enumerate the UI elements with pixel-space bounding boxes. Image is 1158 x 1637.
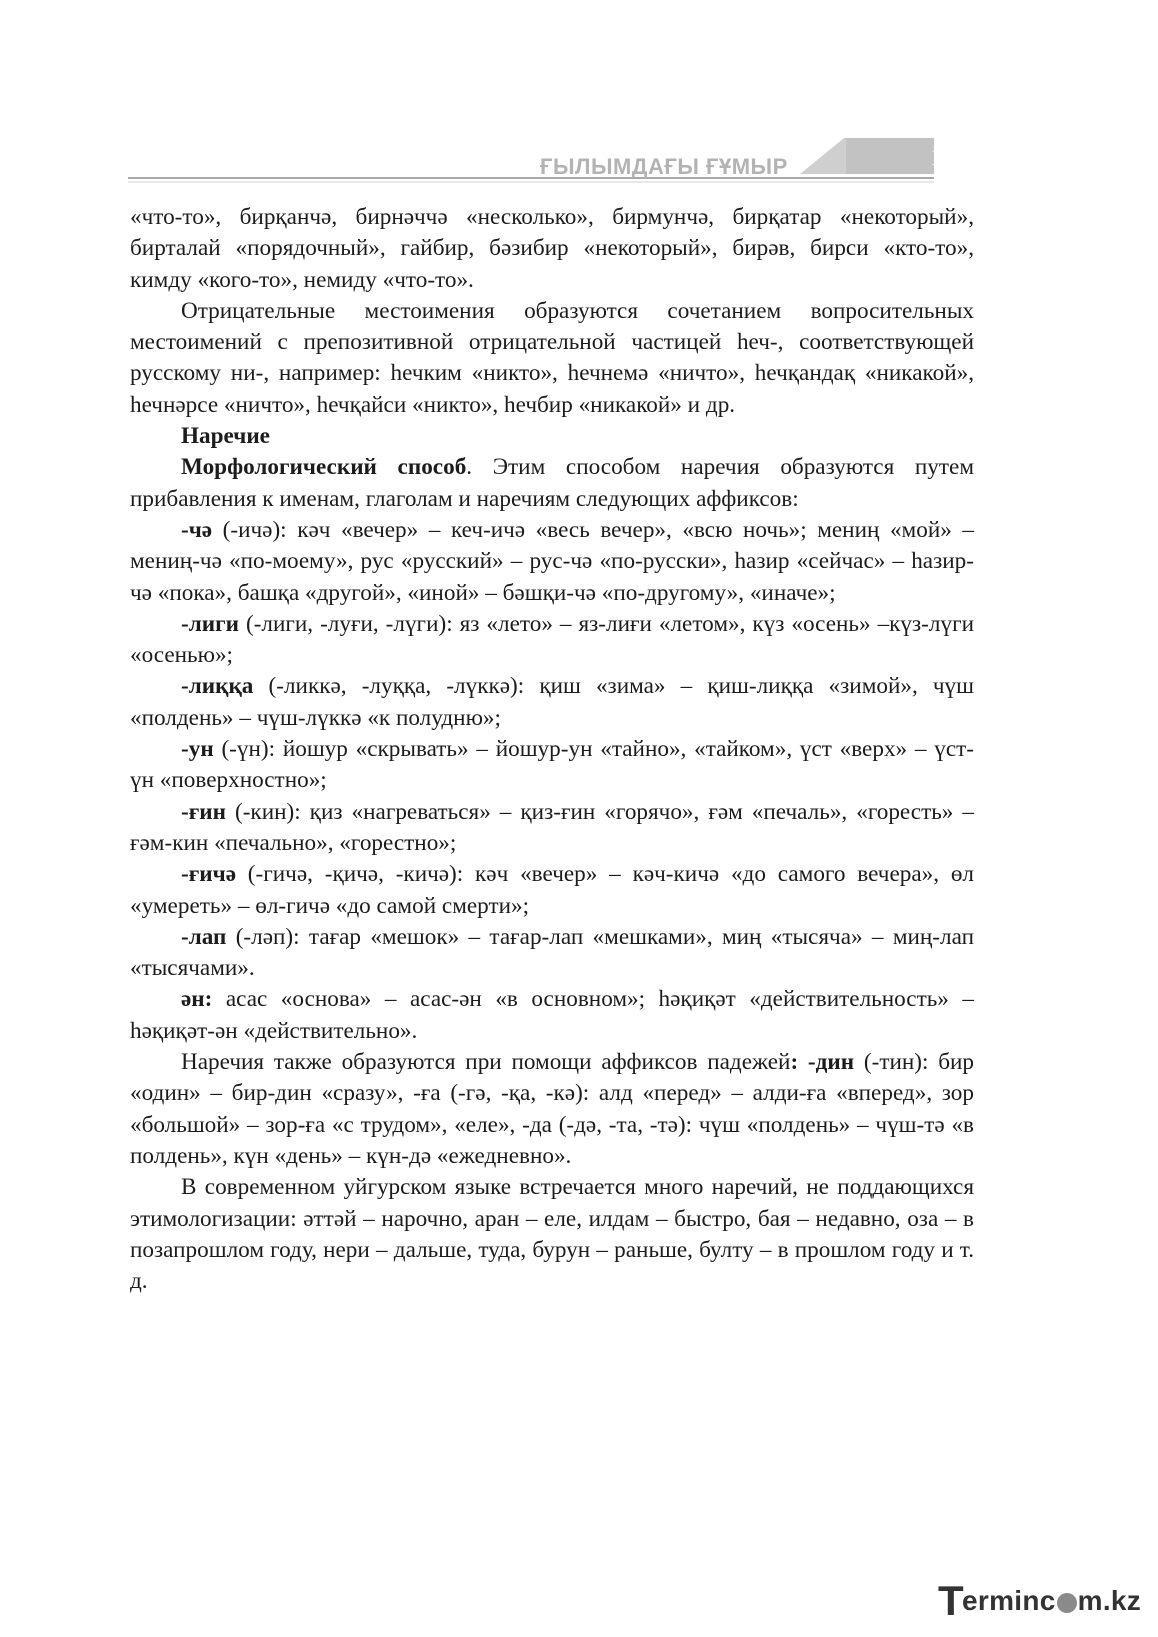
affix-item: -ун (-үн): йошур «скрывать» – йошур-ун «тайно», «тайком», үст «верх» – үст-үн «поверхностно»;: [130, 736, 974, 794]
watermark-text: erminc m.kz: [962, 1585, 1142, 1616]
watermark-o-dot-icon: [1057, 1593, 1077, 1613]
affix-item: -ғичә (-гичә, -қичә, -кичә): кәч «вечер» – кәч-кичә «до самого вечера», өл «умереть» – өл-гичә «до самой смерти»;: [130, 861, 974, 919]
affix-item: -лап (-ләп): тағар «мешок» – тағар-лап «мешками», миң «тысяча» – миң-лап «тысячами».: [130, 923, 974, 982]
paragraph-3: Морфологический способ. Этим способом наречия образуются путем прибавления к именам, глаголам и наречиям следующих аффиксов:: [130, 454, 974, 512]
paragraph-2: Отрицательные местоимения образуются сочетанием вопросительных местоимений с препозитивной отрицательной частицей һеч-, соответствующей русскому ни-, например: һечким «никто», һечнемә «ничто», һечқандақ «никакой», һечнәрсе «ничто», һечқайси «никто», һечбир «никакой» и др.: [130, 297, 974, 418]
watermark-logo-letter: T: [938, 1577, 964, 1624]
termincom-watermark: [938, 1578, 1148, 1624]
body-text: [130, 202, 974, 1297]
affix-item: -чә (-ичә): кәч «вечер» – кеч-ичә «весь вечер», «всю ночь»; мениң «мой» – мениң-чә «по-моему», рус «русский» – рус-чә «по-русски», һазир «сейчас» – һазир-чә «пока», башқа «другой», «иной» – бәшқи-чә «по-другому», «иначе»;: [130, 516, 974, 606]
section-heading: Наречие: [181, 423, 270, 450]
page-number: 139: [930, 144, 968, 171]
paragraph-case-affixes: Наречия также образуются при помощи аффиксов падежей: -дин (-тин): бир «один» – бир-дин «сразу», -ға (-гә, -қа, -кә): алд «перед» – алди-ға «вперед», зор «большой» – зор-ға «с трудом», «еле», -да (-дә, -та, -тә): чүш «полдень» – чүш-тә «в полдень», күн «день» – күн-дә «ежедневно».: [130, 1049, 974, 1169]
affix-item: -ғин (-кин): қиз «нагреваться» – қиз-ғин «горячо», ғәм «печаль», «горесть» – ғәм-кин «печально», «горестно»;: [130, 798, 974, 856]
affix-item: -лиги (-лиги, -луғи, -лүги): яз «лето» – яз-лиғи «летом», күз «осень» –күз-лүги «осенью»;: [130, 610, 974, 669]
affix-item: ән: асас «основа» – асас-ән «в основном»; һәқиқәт «действительность» – һәқиқәт-ән «действительно».: [130, 986, 974, 1044]
running-header: [128, 138, 974, 190]
paragraph-final: В современном уйгурском языке встречается много наречий, не поддающихся этимологизации: әттәй – нарочно, аран – еле, илдам – быстро, бая – недавно, оза – в позапрошлом году, нери – дальше, туда, бурун – раньше, булту – в прошлом году и т. д.: [130, 1174, 974, 1295]
affix-item: -лиққа (-ликкә, -луққа, -лүккә): қиш «зима» – қиш-лиққа «зимой», чүш «полдень» – чүш-лүккә «к полудню»;: [130, 673, 974, 731]
paragraph-1: «что-то», бирқанчә, бирнәччә «несколько», бирмунчә, бирқатар «некоторый», бирталай «порядочный», гайбир, бәзибир «некоторый», бирәв, бирси «кто-то», кимду «кого-то», немиду «что-то».: [130, 204, 974, 293]
running-title: ҒЫЛЫМДАҒЫ ҒҰМЫР: [540, 154, 788, 179]
